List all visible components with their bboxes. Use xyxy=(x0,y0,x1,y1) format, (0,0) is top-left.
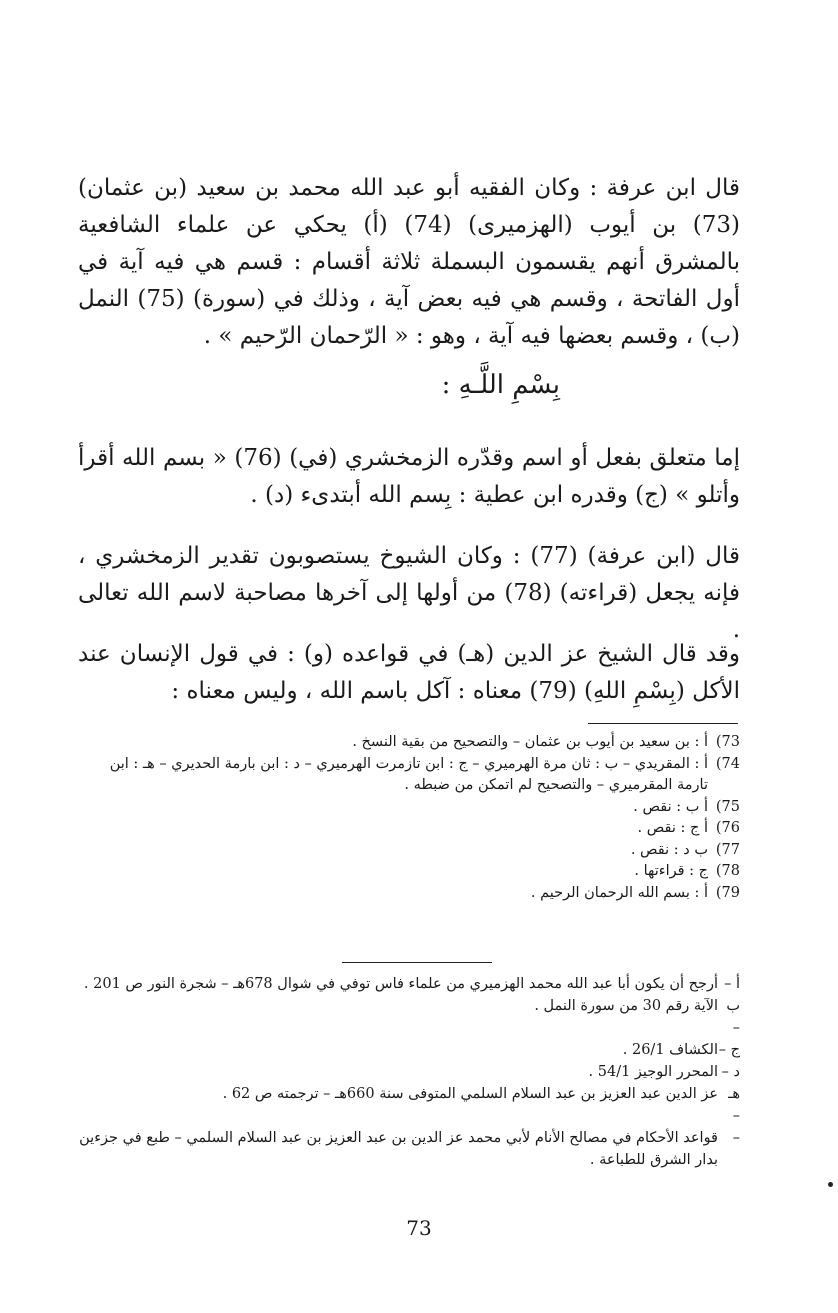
note-item xyxy=(78,818,740,840)
note-text: أ ب : نقص . xyxy=(633,798,708,815)
note-text: أ : المقريدي – ب : ثان مرة الهرميري – ج : ابن تازمرت الهرميري – د : ابن بارمة الحديري – هـ : ابن تارمة المقرميري – والتصحيح لم اتمكن من ضبطه . xyxy=(109,755,708,793)
reference-text: الآية رقم 30 من سورة النمل . xyxy=(534,998,718,1014)
reference-item xyxy=(78,1083,740,1127)
note-number: 74) xyxy=(715,755,740,772)
note-number: 75) xyxy=(715,798,740,815)
reference-text: الكشاف 26/1 . xyxy=(622,1042,718,1058)
basmala-heading: بِسْمِ اللَّـهِ : xyxy=(441,370,560,400)
note-item xyxy=(78,754,740,797)
reference-text: المحرر الوجيز 54/1 . xyxy=(588,1064,718,1080)
reference-item xyxy=(78,1061,740,1083)
note-number: 78) xyxy=(715,863,740,879)
note-text: أ : بن سعيد بن أيوب بن عثمان – والتصحيح من بقية النسخ . xyxy=(352,734,708,750)
reference-item xyxy=(78,1127,740,1171)
reference-mark: أ – xyxy=(724,976,740,992)
paragraph-4: وقد قال الشيخ عز الدين (هـ) في قواعده (و) : في قول الإنسان عند الأكل (بِسْمِ اللهِ) (79) معناه : آكل باسم الله ، وليس معناه : xyxy=(78,641,740,704)
footnote-divider xyxy=(588,723,738,724)
note-item xyxy=(78,861,740,883)
reference-mark: – xyxy=(732,1130,740,1146)
note-number: 73) xyxy=(715,734,740,750)
note-text: أ ج : نقص . xyxy=(637,820,708,836)
paragraph-2: إما متعلق بفعل أو اسم وقدّره الزمخشري (في) (76) « بسم الله أقرأ وأتلو » (ج) وقدره ابن عطية : بِسم الله أبتدىء (د) . xyxy=(78,445,740,508)
variant-notes xyxy=(78,732,740,904)
note-text: أ : بسم الله الرحمان الرحيم . xyxy=(530,884,708,901)
reference-mark: ج – xyxy=(718,1042,740,1058)
note-item xyxy=(78,732,740,754)
note-text: ب د : نقص . xyxy=(630,841,708,858)
reference-divider xyxy=(342,962,492,963)
reference-mark: د – xyxy=(721,1064,740,1080)
reference-item xyxy=(78,973,740,995)
note-text: ج : قراءتها . xyxy=(634,863,708,879)
reference-item xyxy=(78,1039,740,1061)
paragraph-3: قال (ابن عرفة) (77) : وكان الشيوخ يستصوبون تقدير الزمخشري ، فإنه يجعل (قراءته) (78) من أولها إلى آخرها مصاحبة لاسم الله تعالى . xyxy=(78,543,741,643)
reference-mark: هـ – xyxy=(728,1086,740,1124)
main-text xyxy=(78,170,740,716)
note-number: 76) xyxy=(715,820,740,836)
note-number: 77) xyxy=(715,841,740,858)
reference-mark: ب – xyxy=(726,998,740,1036)
note-item xyxy=(78,840,740,862)
reference-item xyxy=(78,995,740,1039)
editor-references xyxy=(78,973,740,1171)
note-item xyxy=(78,797,740,819)
paragraph-1: قال ابن عرفة : وكان الفقيه أبو عبد الله محمد بن سعيد (بن عثمان) (73) بن أيوب (الهزميرى) (74) (أ) يحكي عن علماء الشافعية بالمشرق أنهم يقسمون البسملة ثلاثة أقسام : قسم هي فيه آية في أول الفاتحة ، وقسم هي فيه بعض آية ، وذلك في (سورة) (75) النمل (ب) ، وقسم بعضها فيه آية ، وهو : « الرّحمان الرّحيم » . xyxy=(78,175,741,349)
reference-text: قواعد الأحكام في مصالح الأنام لأبي محمد عز الدين بن عبد العزيز بن عبد السلام السلمي – طبع في جزءين بدار الشرق للطباعة . xyxy=(79,1130,718,1168)
reference-text: عز الدين عبد العزيز بن عبد السلام السلمي المتوفى سنة 660هـ – ترجمته ص 62 . xyxy=(222,1086,718,1102)
scan-speck xyxy=(828,1182,833,1187)
note-item xyxy=(78,883,740,905)
reference-text: أرجح أن يكون أبا عبد الله محمد الهزميري من علماء فاس توفي في شوال 678هـ – شجرة النور ص 201 . xyxy=(83,976,718,992)
page-number: 73 xyxy=(406,1216,432,1240)
note-number: 79) xyxy=(715,884,740,901)
